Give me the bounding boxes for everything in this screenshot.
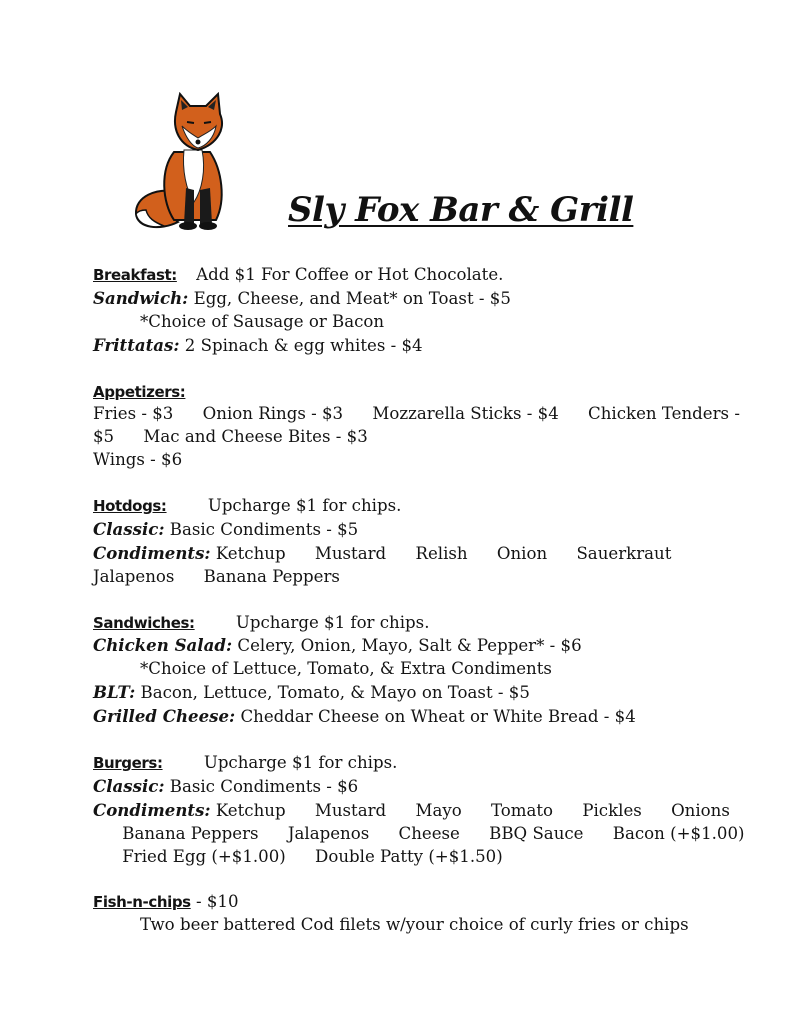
burger-condiments — [93, 799, 753, 869]
page-title: Sly Fox Bar & Grill — [288, 190, 634, 230]
condiment-item: Relish — [415, 543, 468, 563]
condiment-item: Banana Peppers — [203, 566, 340, 586]
frittatas-text: 2 Spinach & egg whites - $4 — [184, 335, 423, 355]
appetizer-item: Onion Rings - $3 — [202, 404, 344, 424]
condiment-item: Onion — [496, 543, 548, 563]
blt-label: BLT: — [93, 682, 136, 703]
fish-header: Fish-n-chips — [93, 893, 191, 912]
condiment-item: Cheese — [398, 823, 460, 843]
condiment-item: Mustard — [314, 800, 387, 820]
appetizers-section — [93, 381, 753, 473]
fish-description: Two beer battered Cod filets w/your choice of curly fries or chips — [140, 915, 689, 935]
hotdog-classic-label: Classic: — [93, 518, 165, 539]
condiment-item: Jalapenos — [93, 566, 175, 586]
breakfast-note: Add $1 For Coffee or Hot Chocolate. — [196, 265, 504, 284]
sandwiches-header: Sandwiches: — [93, 613, 195, 632]
hotdog-condiments — [93, 542, 753, 589]
condiment-item: Jalapenos — [287, 823, 370, 843]
chicken-salad-text: Celery, Onion, Mayo, Salt & Pepper* - $6 — [237, 636, 582, 656]
sandwiches-section — [93, 612, 753, 730]
appetizer-item: Chicken Tenders - $5 — [93, 404, 740, 447]
burgers-note: Upcharge $1 for chips. — [203, 752, 398, 772]
condiment-item: Bacon (+$1.00) — [612, 823, 745, 843]
menu-content — [93, 264, 753, 960]
breakfast-section — [93, 264, 753, 358]
sandwich-label: Sandwich: — [93, 287, 189, 308]
condiment-item: Ketchup — [215, 800, 286, 820]
condiment-item: Mustard — [314, 543, 387, 563]
condiment-item: Double Patty (+$1.50) — [315, 846, 503, 866]
appetizer-item: Mozzarella Sticks - $4 — [372, 404, 559, 424]
fox-icon — [130, 92, 234, 234]
condiment-item: BBQ Sauce — [489, 823, 584, 843]
breakfast-header: Breakfast: — [93, 266, 177, 284]
burgers-header: Burgers: — [93, 753, 163, 772]
condiment-item: Fried Egg (+$1.00) — [122, 846, 286, 866]
condiment-item: Banana Peppers — [122, 823, 259, 843]
fish-section — [93, 891, 753, 937]
hotdogs-header: Hotdogs: — [93, 497, 167, 516]
appetizer-item: Fries - $3 — [93, 404, 174, 424]
wings-item: Wings - $6 — [93, 450, 183, 470]
hotdogs-note: Upcharge $1 for chips. — [207, 496, 402, 516]
hotdog-condiments-label: Condiments: — [93, 542, 211, 563]
condiment-item: Mayo — [415, 800, 462, 820]
burgers-section — [93, 752, 753, 869]
condiment-item: Pickles — [582, 800, 642, 820]
condiment-item: Ketchup — [215, 543, 286, 563]
frittatas-label: Frittatas: — [93, 334, 180, 355]
chicken-salad-label: Chicken Salad: — [93, 635, 233, 656]
appetizer-item: Mac and Cheese Bites - $3 — [143, 427, 368, 447]
condiment-item: Onions — [671, 800, 730, 820]
sandwich-choice: *Choice of Sausage or Bacon — [140, 311, 385, 331]
condiment-item: Tomato — [490, 800, 554, 820]
appetizer-list — [93, 403, 753, 449]
burger-classic-label: Classic: — [93, 775, 165, 796]
hotdogs-section — [93, 495, 753, 589]
grilled-cheese-label: Grilled Cheese: — [93, 706, 236, 727]
hotdog-classic-text: Basic Condiments - $5 — [169, 519, 359, 539]
sandwiches-note: Upcharge $1 for chips. — [235, 612, 430, 632]
grilled-cheese-text: Cheddar Cheese on Wheat or White Bread - $4 — [240, 707, 636, 727]
blt-text: Bacon, Lettuce, Tomato, & Mayo on Toast - $5 — [140, 683, 530, 703]
burger-condiments-label: Condiments: — [93, 799, 211, 820]
fish-price: - $10 — [195, 892, 239, 912]
chicken-salad-choice: *Choice of Lettuce, Tomato, & Extra Condiments — [140, 659, 552, 679]
burger-classic-text: Basic Condiments - $6 — [169, 776, 359, 796]
condiment-item: Sauerkraut — [576, 543, 672, 563]
sandwich-text: Egg, Cheese, and Meat* on Toast - $5 — [193, 288, 511, 308]
appetizers-header: Appetizers: — [93, 382, 186, 401]
